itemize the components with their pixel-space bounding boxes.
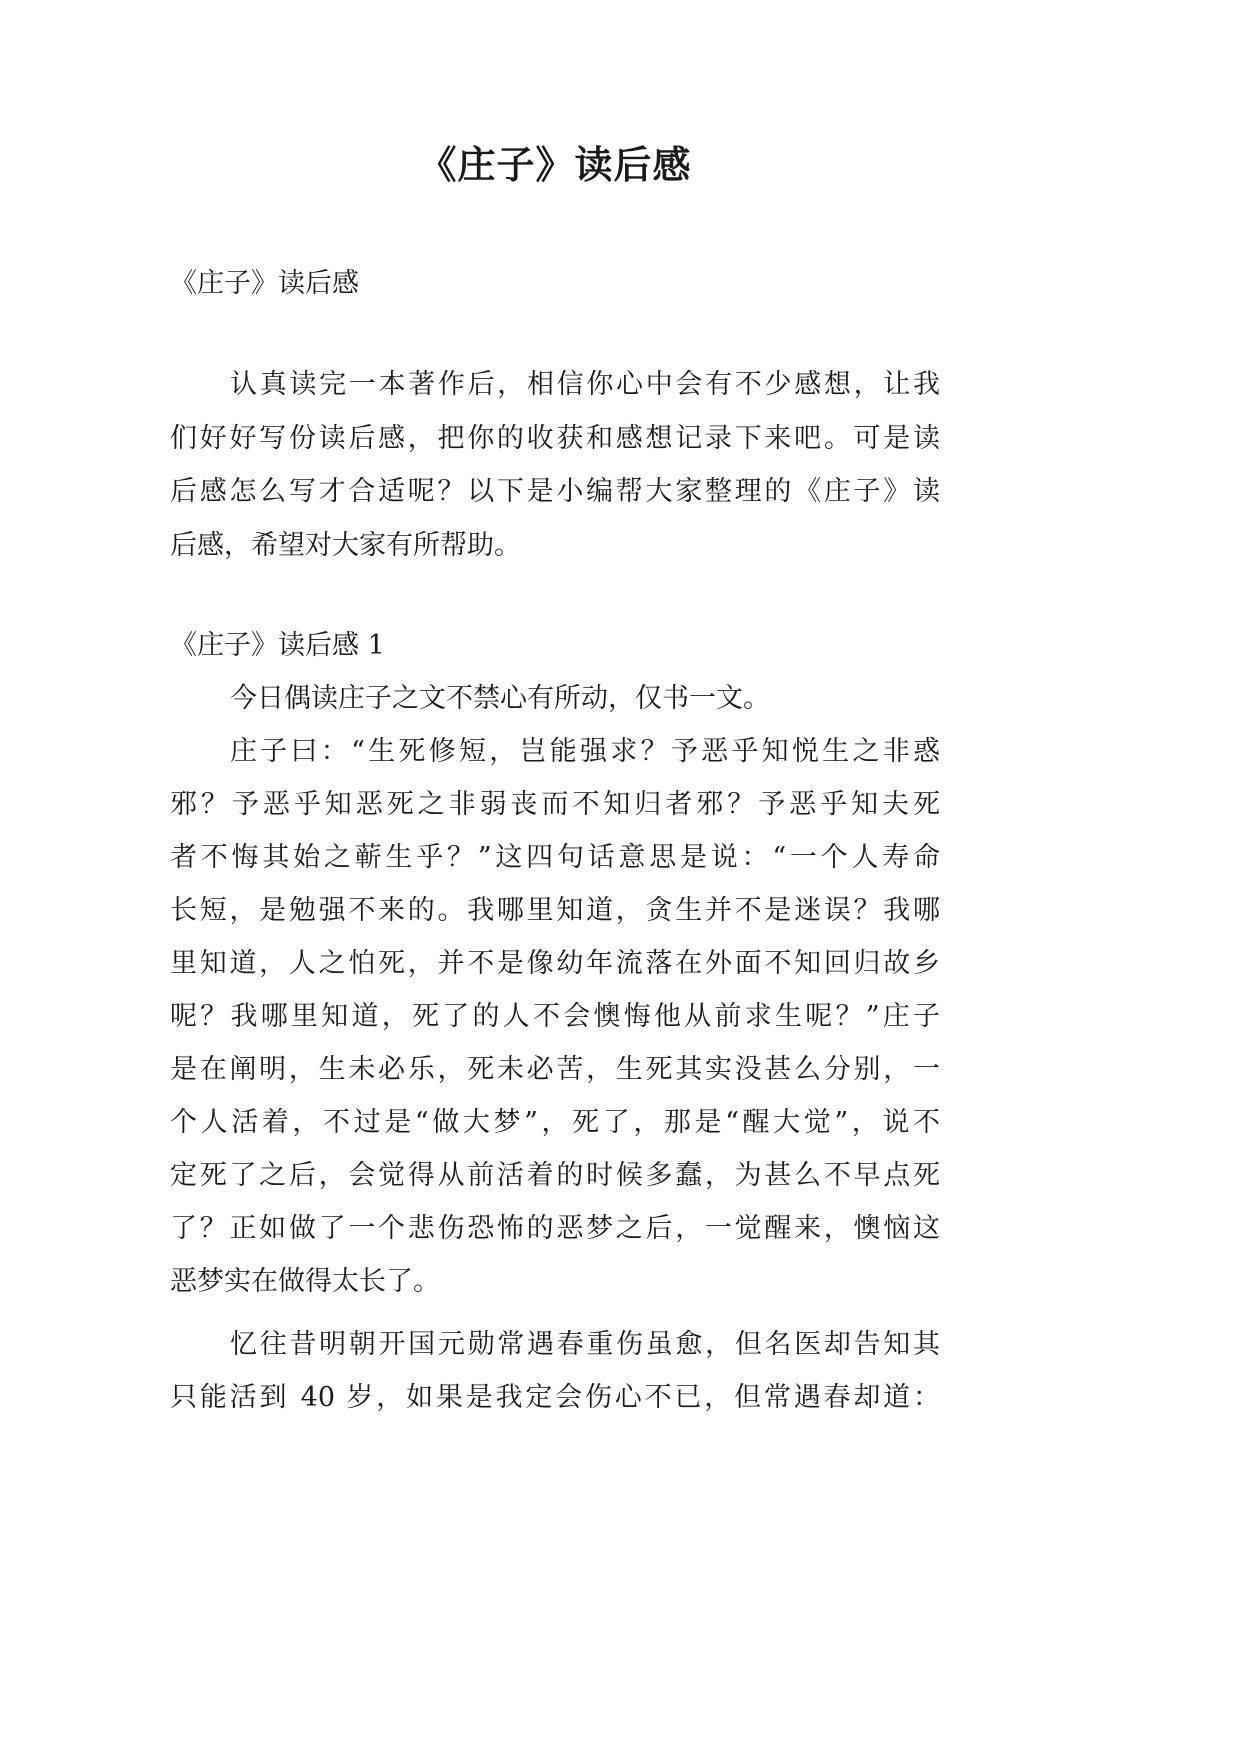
text-line: 们好好写份读后感，把你的收获和感想记录下来吧。可是读 [170, 422, 940, 454]
text-line: 恶梦实在做得太长了。 [170, 1266, 440, 1297]
intro-paragraph [170, 358, 940, 572]
paragraph [170, 725, 940, 1308]
text-line: 呢？我哪里知道，死了的人不会懊悔他从前求生呢？”庄子 [170, 1001, 940, 1032]
paragraph [170, 1318, 940, 1424]
document-subtitle: 《庄子》读后感 [170, 268, 359, 299]
section-heading: 《庄子》读后感 1 [170, 630, 385, 661]
text-line: 个人活着，不过是“做大梦”，死了，那是“醒大觉”，说不 [170, 1107, 940, 1138]
text-line: 只能活到 40 岁，如果是我定会伤心不已，但常遇春却道： [170, 1382, 940, 1413]
text-line: 是在阐明，生未必乐，死未必苦，生死其实没甚么分别，一 [170, 1054, 940, 1085]
text-line: 今日偶读庄子之文不禁心有所动，仅书一文。 [230, 683, 770, 714]
text-line: 者不悔其始之蕲生乎？”这四句话意思是说：“一个人寿命 [170, 842, 940, 873]
text-line: 认真读完一本著作后，相信你心中会有不少感想，让我 [230, 369, 940, 400]
text-line: 定死了之后，会觉得从前活着的时候多蠢，为甚么不早点死 [170, 1160, 940, 1191]
paragraph [170, 672, 940, 725]
document-title: 《庄子》读后感 [418, 142, 692, 187]
text-line: 忆往昔明朝开国元勋常遇春重伤虽愈，但名医却告知其 [230, 1329, 940, 1360]
text-line: 后感，希望对大家有所帮助。 [170, 529, 521, 561]
text-line: 邪？予恶乎知恶死之非弱丧而不知归者邪？予恶乎知夫死 [170, 789, 940, 820]
text-line: 了？正如做了一个悲伤恐怖的恶梦之后，一觉醒来，懊恼这 [170, 1213, 940, 1244]
text-line: 庄子曰：“生死修短，岂能强求？予恶乎知悦生之非惑 [230, 736, 940, 767]
text-line: 后感怎么写才合适呢？以下是小编帮大家整理的《庄子》读 [170, 476, 940, 507]
text-line: 里知道，人之怕死，并不是像幼年流落在外面不知回归故乡 [170, 948, 940, 979]
text-line: 长短，是勉强不来的。我哪里知道，贪生并不是迷误？我哪 [170, 895, 940, 926]
